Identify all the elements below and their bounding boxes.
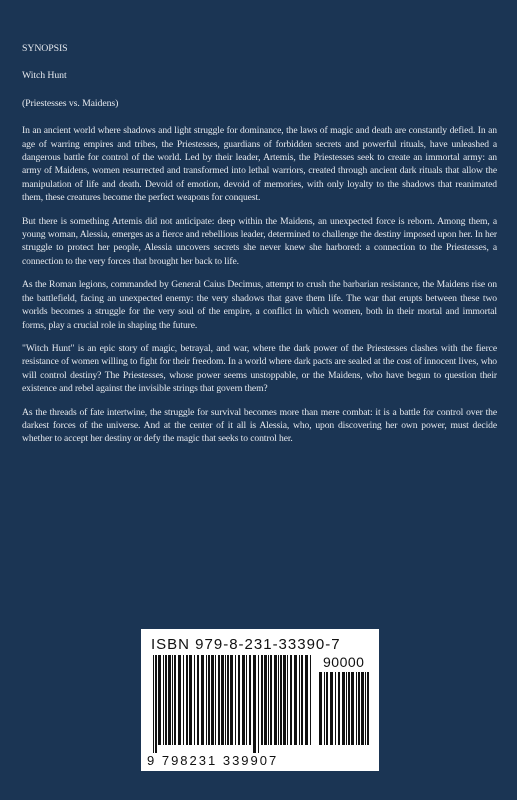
barcode-bar <box>235 655 236 745</box>
barcode-bar <box>365 672 366 745</box>
barcode-bar <box>201 655 204 745</box>
barcode-bar <box>172 655 173 745</box>
barcode-bar <box>287 655 288 745</box>
barcode-bar <box>253 655 256 753</box>
synopsis-block <box>22 42 497 456</box>
barcode-bar <box>268 655 269 745</box>
book-subtitle: (Priestesses vs. Maidens) <box>22 97 119 109</box>
barcode-bar <box>221 655 224 745</box>
barcode-bar <box>174 655 176 745</box>
barcode-bar <box>330 672 333 745</box>
synopsis-paragraph: In an ancient world where shadows and light struggle for dominance, the laws of magic and death are constantly defied. In an age of warring empires and tribes, the Priestesses, guardians of forbidden secrets and powerful rituals, have unleashed a dangerous battle for control of the world. Led by their leader, Artemis, the Priestesses seek to create an immortal army: an army of Maidens, women resurrected and transformed into lethal warriors, created through ancient dark rituals that allow the manipulation of life and death. Devoid of emotion, devoid of memories, with only loyalty to the shadows that reanimated them, these creatures become the perfect weapons for conquest. <box>22 125 497 204</box>
barcode-bar <box>290 655 292 745</box>
barcode-bar <box>274 655 277 745</box>
barcode-bar <box>227 655 229 745</box>
barcode-bars-icon <box>153 655 313 753</box>
barcode-bar <box>178 655 181 745</box>
barcode-bar <box>356 672 357 745</box>
isbn-barcode <box>141 629 379 771</box>
barcode-bar <box>246 655 247 745</box>
barcode-bar <box>299 655 300 745</box>
price-code: 90000 <box>323 654 365 670</box>
barcode-bar <box>230 655 233 745</box>
barcode-bar <box>208 655 210 745</box>
barcode-bar <box>206 655 207 745</box>
synopsis-paragraph: As the Roman legions, commanded by General Caius Decimus, attempt to crush the barbarian resistance, the Maidens rise on the battlefield, facing an unexpected enemy: the very shadows that gave them life. The war that erupts between these two worlds becomes a struggle for the very soul of the empire, a conflict in which women, both in their mortal and immortal forms, play a crucial role in shaping the future. <box>22 279 497 331</box>
barcode-bar <box>342 672 345 745</box>
barcode-bar <box>168 655 171 745</box>
barcode-bar <box>367 672 369 745</box>
book-title: Witch Hunt <box>22 70 67 82</box>
barcode-bar <box>264 655 267 745</box>
synopsis-paragraph: But there is something Artemis did not anticipate: deep within the Maidens, an unexpected force is reborn. Among them, a young woman, Alessia, emerges as a fierce and rebellious leader, determined to challenge the destiny imposed upon her. In her struggle to protect her people, Alessia uncovers secrets she never knew she harbored: a connection to the Priestesses, a connection to the very forces that brought her back to life. <box>22 215 497 267</box>
barcode-bar <box>238 655 240 745</box>
barcode-bar <box>310 655 311 745</box>
barcode-bar <box>351 672 354 745</box>
barcode-bar <box>155 655 157 753</box>
barcode-bar <box>319 672 322 745</box>
barcode-bar <box>283 655 286 745</box>
barcode-bar <box>186 655 188 745</box>
barcode-bar <box>163 655 164 745</box>
barcode-addon-bars-icon <box>319 672 369 753</box>
barcode-bar <box>346 672 347 745</box>
barcode-bar <box>165 655 167 745</box>
barcode-digits: 9 798231 339907 <box>147 753 279 768</box>
barcode-bar <box>215 655 216 745</box>
barcode-bar <box>270 655 272 745</box>
isbn-label: ISBN 979-8-231-33390-7 <box>151 636 341 653</box>
barcode-bar <box>338 672 340 745</box>
barcode-bar <box>261 655 263 745</box>
synopsis-paragraph: "Witch Hunt" is an epic story of magic, betrayal, and war, where the dark power of the Priestesses clashes with the fierce resistance of women willing to fight for their freedom. In a world where dark pacts are sealed at the cost of innocent lives, who will control destiny? The Priestesses, whose power seems unstoppable, or the Maidens, who have begun to question their existence and rebel against the invisible strings that govern them? <box>22 342 497 395</box>
synopsis-heading: SYNOPSIS <box>22 43 68 54</box>
barcode-bar <box>294 655 297 745</box>
barcode-bar <box>280 655 282 745</box>
synopsis-paragraph: As the threads of fate intertwine, the struggle for survival becomes more than mere combat: it is a battle for control over the darkest forces of the universe. And at the center of it all is Alessia, who, upon discovering her own power, must decide whether to accept her destiny or defy the magic that seeks to control her. <box>22 406 497 445</box>
barcode-bar <box>301 655 303 745</box>
barcode-bar <box>183 655 184 745</box>
barcode-bar <box>218 655 220 745</box>
barcode-bar <box>242 655 245 745</box>
barcode-bar <box>153 655 154 753</box>
barcode-bar <box>158 655 161 745</box>
barcode-bar <box>335 672 336 745</box>
barcode-bar <box>249 655 251 745</box>
barcode-bar <box>361 672 364 745</box>
barcode-bar <box>258 655 259 753</box>
barcode-bar <box>324 672 325 745</box>
barcode-bar <box>358 672 360 745</box>
barcode-bar <box>194 655 195 745</box>
barcode-bar <box>225 655 226 745</box>
barcode-bar <box>278 655 279 745</box>
barcode-bar <box>326 672 328 745</box>
barcode-bar <box>348 672 350 745</box>
barcode-bar <box>197 655 199 745</box>
barcode-bar <box>189 655 192 745</box>
barcode-bar <box>211 655 214 745</box>
barcode-bar <box>305 655 308 745</box>
